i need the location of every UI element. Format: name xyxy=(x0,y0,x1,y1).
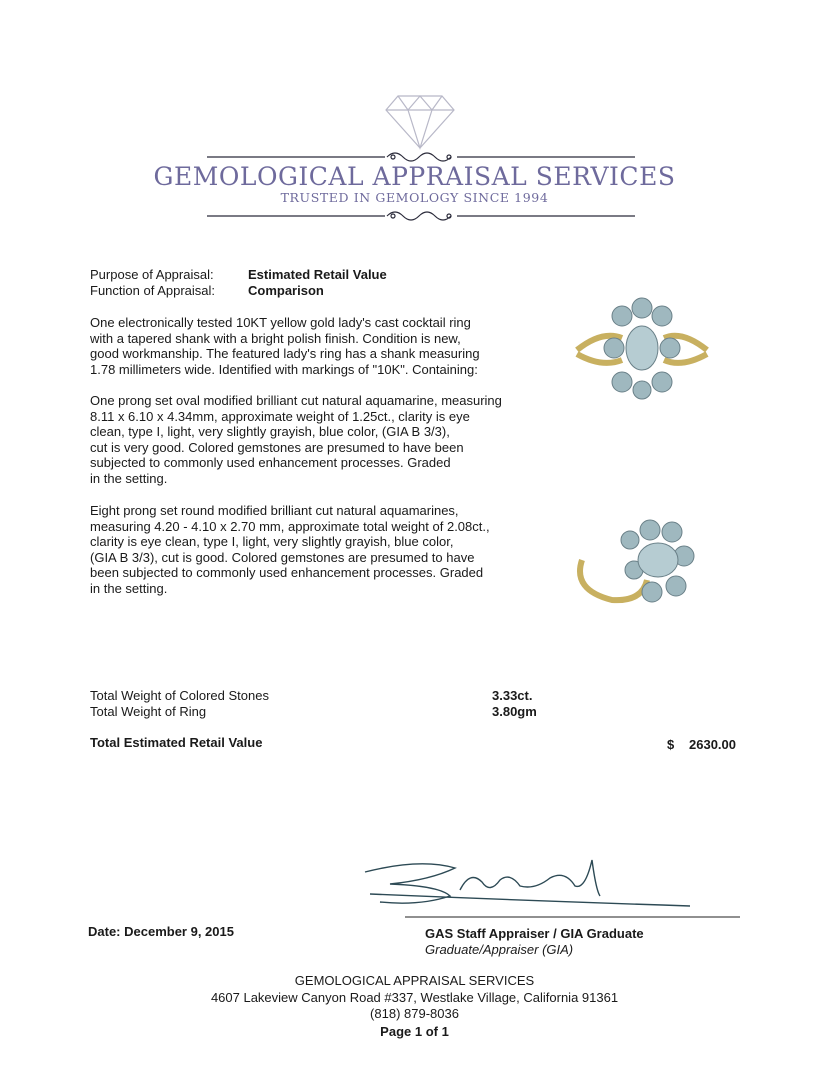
text-line: been subjected to commonly used enhancement processes. Graded xyxy=(90,565,484,581)
text-line: 8.11 x 6.10 x 4.34mm, approximate weight of 1.25ct., clarity is eye xyxy=(90,408,470,424)
total-ring-label: Total Weight of Ring xyxy=(90,704,207,719)
text-line: Eight prong set round modified brilliant cut natural aquamarines, xyxy=(90,503,459,518)
diamond-logo-icon xyxy=(380,92,460,152)
total-ring-value: 3.80gm xyxy=(492,704,537,719)
page-number: Page 1 of 1 xyxy=(380,1024,449,1039)
text-line: measuring 4.20 - 4.10 x 2.70 mm, approximate total weight of 2.08ct., xyxy=(90,518,490,534)
purpose-value: Estimated Retail Value xyxy=(248,267,387,282)
text-line: One electronically tested 10KT yellow gold lady's cast cocktail ring xyxy=(90,315,471,330)
text-line: in the setting. xyxy=(90,580,168,596)
appraisal-date: Date: December 9, 2015 xyxy=(88,924,234,939)
text-line: good workmanship. The featured lady's ring has a shank measuring xyxy=(90,346,480,362)
text-line: (GIA B 3/3), cut is good. Colored gemstones are presumed to have xyxy=(90,549,475,565)
total-stones-label: Total Weight of Colored Stones xyxy=(90,688,269,703)
total-retail-value: 2630.00 xyxy=(689,737,736,752)
logo-title: GEMOLOGICAL APPRAISAL SERVICES xyxy=(153,162,676,191)
text-line: clean, type I, light, very slightly grayish, blue color, (GIA B 3/3), xyxy=(90,424,450,440)
text-line: subjected to commonly used enhancement processes. Graded xyxy=(90,455,451,471)
currency-symbol: $ xyxy=(667,737,675,752)
total-stones-value: 3.33ct. xyxy=(492,688,533,703)
total-retail-label: Total Estimated Retail Value xyxy=(90,735,263,750)
description-center-stone xyxy=(90,393,502,487)
text-line: clarity is eye clean, type I, light, very slightly grayish, blue color, xyxy=(90,534,454,550)
purpose-label: Purpose of Appraisal: xyxy=(90,267,214,282)
description-side-stones xyxy=(90,503,490,597)
footer-company: GEMOLOGICAL APPRAISAL SERVICES xyxy=(294,973,535,988)
footer-phone: (818) 879-8036 xyxy=(370,1006,459,1021)
text-line: in the setting. xyxy=(90,470,168,486)
text-line: One prong set oval modified brilliant cut natural aquamarine, measuring xyxy=(90,393,502,408)
text-line: 1.78 millimeters wide. Identified with markings of "10K". Containing: xyxy=(90,361,478,377)
appraiser-subtitle: Graduate/Appraiser (GIA) xyxy=(425,942,574,957)
signature xyxy=(360,850,740,920)
text-line: cut is very good. Colored gemstones are presumed to have been xyxy=(90,439,464,455)
text-line: with a tapered shank with a bright polish finish. Condition is new, xyxy=(90,330,461,346)
ring-photo-side xyxy=(572,510,712,620)
ring-photo-top xyxy=(572,290,712,400)
description-ring xyxy=(90,315,480,377)
logo-tagline: TRUSTED IN GEMOLOGY SINCE 1994 xyxy=(280,190,549,205)
function-label: Function of Appraisal: xyxy=(90,283,216,298)
appraiser-title: GAS Staff Appraiser / GIA Graduate xyxy=(425,926,644,941)
function-value: Comparison xyxy=(248,283,324,298)
footer-address: 4607 Lakeview Canyon Road #337, Westlake Village, California 91361 xyxy=(210,990,619,1005)
